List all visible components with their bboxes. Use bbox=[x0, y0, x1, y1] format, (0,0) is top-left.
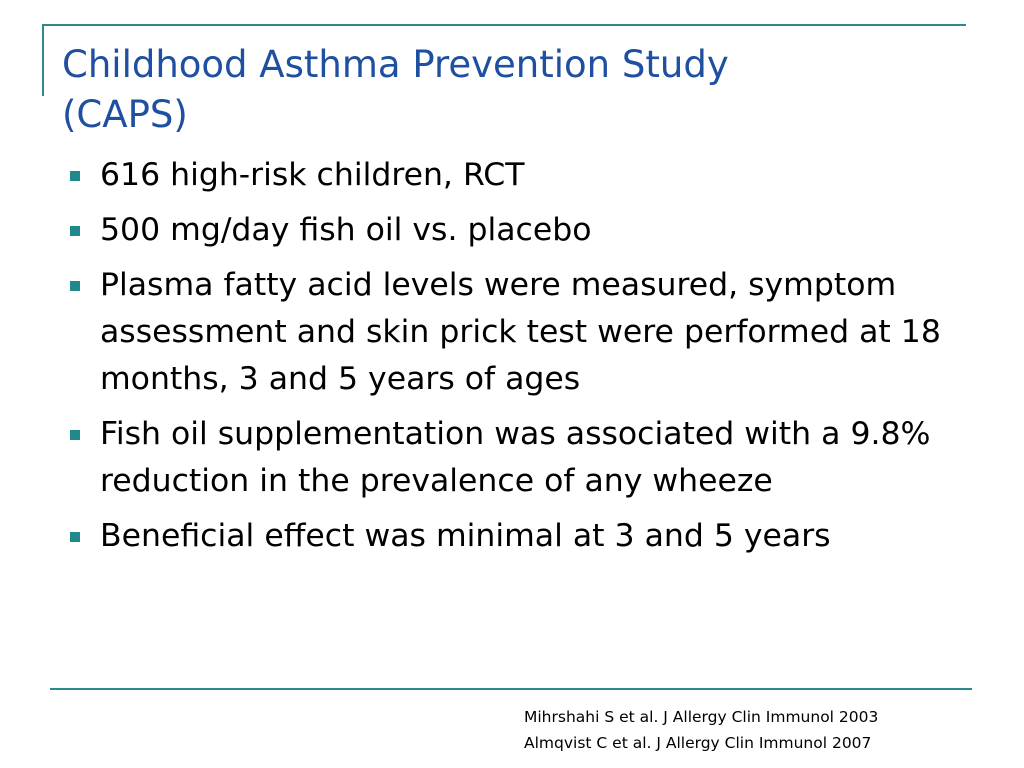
square-bullet-icon bbox=[70, 281, 80, 291]
bullet-text: Plasma fatty acid levels were measured, symptom assessment and skin prick test were performed at 18 months, 3 and 5 years of ages bbox=[100, 267, 941, 397]
bullet-item bbox=[0, 207, 1000, 254]
top-rule bbox=[42, 24, 966, 26]
bullet-item bbox=[0, 411, 1000, 505]
bottom-rule bbox=[50, 688, 972, 690]
square-bullet-icon bbox=[70, 430, 80, 440]
references bbox=[524, 704, 994, 756]
bullet-list bbox=[0, 152, 1024, 568]
reference-citation: Mihrshahi S et al. J Allergy Clin Immunol 2003 bbox=[524, 708, 879, 726]
reference-citation: Almqvist C et al. J Allergy Clin Immunol 2007 bbox=[524, 734, 872, 752]
slide-title bbox=[62, 40, 962, 140]
bullet-item bbox=[0, 152, 1000, 199]
left-rule bbox=[42, 24, 44, 96]
slide-title-line-1: Childhood Asthma Prevention Study bbox=[62, 43, 729, 86]
bullet-item bbox=[0, 513, 1000, 560]
bullet-text: Beneficial effect was minimal at 3 and 5 years bbox=[100, 518, 831, 554]
slide-title-line-2: (CAPS) bbox=[62, 93, 188, 136]
square-bullet-icon bbox=[70, 226, 80, 236]
bullet-text: 500 mg/day fish oil vs. placebo bbox=[100, 212, 592, 248]
bullet-text: Fish oil supplementation was associated with a 9.8% reduction in the prevalence of any wheeze bbox=[100, 416, 931, 499]
bullet-item bbox=[0, 262, 1000, 403]
bullet-text: 616 high-risk children, RCT bbox=[100, 157, 525, 193]
square-bullet-icon bbox=[70, 171, 80, 181]
square-bullet-icon bbox=[70, 532, 80, 542]
